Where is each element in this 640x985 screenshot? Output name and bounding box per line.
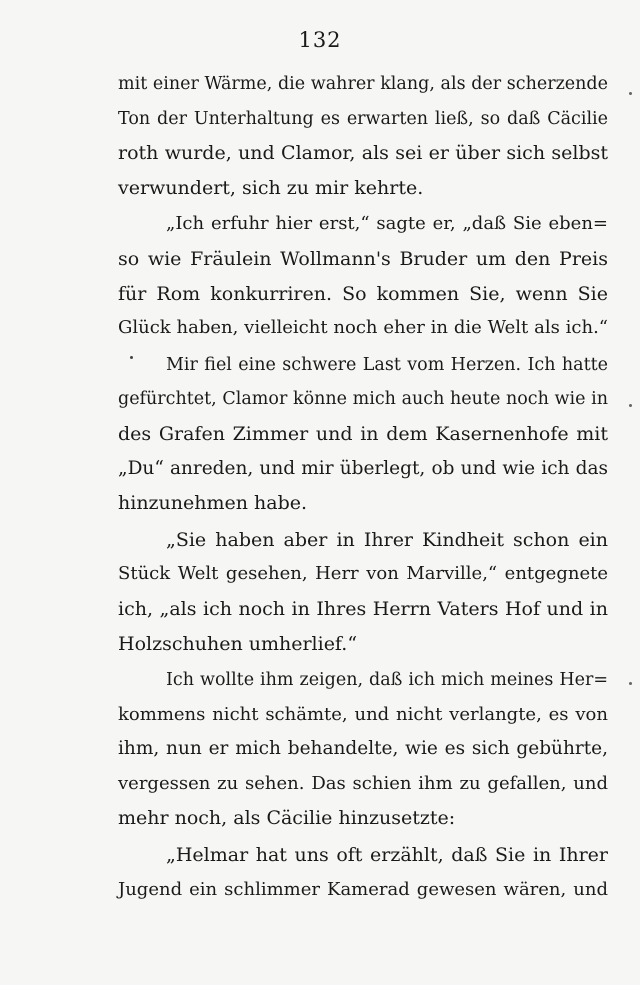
text-line: Mir fiel eine schwere Last vom Herzen. Ich hatte — [166, 354, 608, 375]
text-line: „Ich erfuhr hier erst,“ sagte er, „daß Sie eben= — [166, 213, 608, 235]
text-line: „Sie haben aber in Ihrer Kindheit schon ein — [166, 528, 608, 551]
text-line: mehr noch, als Cäcilie hinzusetzte: — [118, 807, 456, 830]
text-line: roth wurde, und Clamor, als sei er über sich selbst — [118, 142, 608, 165]
print-speck — [629, 682, 632, 685]
print-speck — [130, 356, 133, 359]
text-line: Ich wollte ihm zeigen, daß ich mich meines Her= — [166, 670, 608, 691]
text-line: Glück haben, vielleicht noch eher in die Welt als ich.“ — [118, 317, 608, 339]
text-line: mit einer Wärme, die wahrer klang, als der scherzende — [118, 74, 608, 94]
text-line: vergessen zu sehen. Das schien ihm zu gefallen, und — [118, 772, 608, 794]
text-line: Jugend ein schlimmer Kamerad gewesen wären, und — [118, 878, 608, 900]
print-speck — [629, 404, 632, 407]
text-line: für Rom konkurriren. So kommen Sie, wenn Sie — [118, 282, 608, 305]
text-line: „Helmar hat uns oft erzählt, daß Sie in Ihrer — [166, 844, 608, 867]
text-line: verwundert, sich zu mir kehrte. — [118, 176, 424, 199]
text-line: so wie Fräulein Wollmann's Bruder um den Preis — [118, 247, 608, 270]
print-speck — [629, 92, 632, 95]
text-line: ich, „als ich noch in Ihres Herrn Vaters Hof und in — [118, 597, 608, 620]
text-line: ihm, nun er mich behandelte, wie es sich gebührte, — [118, 738, 608, 760]
text-line: Ton der Unterhaltung es erwarten ließ, so daß Cäcilie — [118, 108, 608, 129]
text-line: kommens nicht schämte, und nicht verlangte, es von — [118, 703, 608, 725]
text-line: des Grafen Zimmer und in dem Kasernenhofe mit — [118, 422, 608, 445]
text-line: Holzschuhen umherlief.“ — [118, 632, 358, 655]
page-number: 132 — [298, 28, 342, 52]
text-line: gefürchtet, Clamor könne mich auch heute noch wie in — [118, 389, 608, 410]
text-line: Stück Welt gesehen, Herr von Marville,“ entgegnete — [118, 563, 608, 585]
text-line: „Du“ anreden, und mir überlegt, ob und wie ich das — [118, 457, 608, 479]
text-line: hinzunehmen habe. — [118, 492, 308, 515]
body-text — [118, 67, 608, 907]
